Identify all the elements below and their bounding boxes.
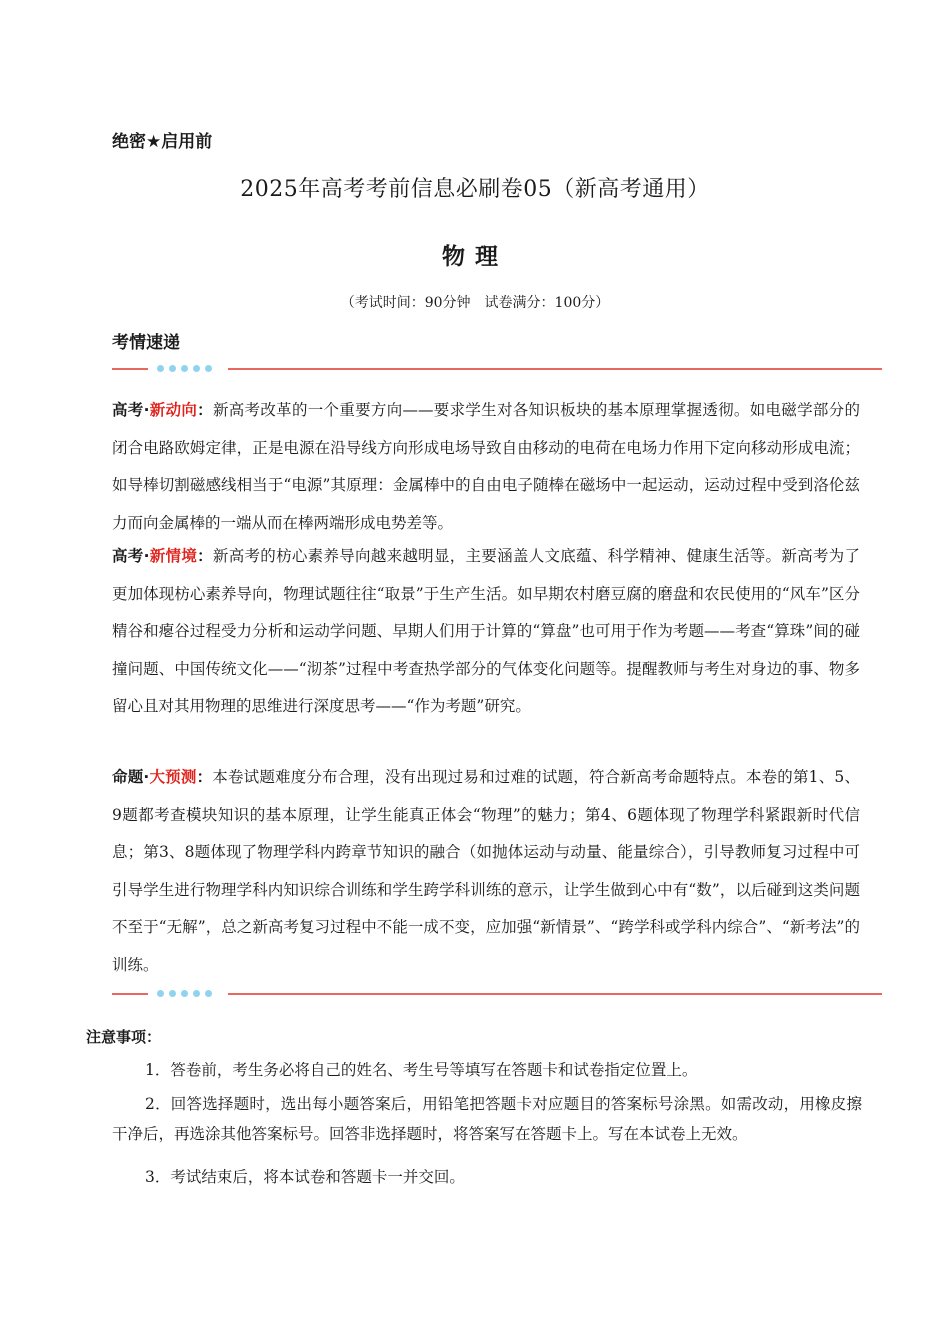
section-divider-bottom	[112, 989, 882, 999]
paragraph-new-context	[112, 538, 860, 726]
paragraph-label: 高考·新动向：	[112, 401, 213, 419]
notice-item-1: 1．答卷前，考生务必将自己的姓名、考生号等填写在答题卡和试卷指定位置上。	[145, 1061, 698, 1079]
divider-dot	[181, 990, 188, 997]
paragraph-text: 新高考的枋心素养导向越来越明显，主要涵盖人文底蕴、科学精神、健康生活等。新高考为了更加体现枋心素养导向，物理试题往往“取景”于生产生活。如早期农村磨豆腐的磨盘和农民使用的“风车”区分精谷和瘪谷过程受力分析和运动学问题、早期人们用于计算的“算盘”也可用于作为考题——考查“算珠”间的碰撞问题、中国传统文化——“沏茶”过程中考查热学部分的气体变化问题等。提醒教师与考生对身边的事、物多留心且对其用物理的思维进行深度思考——“作为考题”研究。	[112, 547, 860, 715]
paragraph-label: 命题·大预测：	[112, 768, 213, 786]
divider-dot	[205, 990, 212, 997]
divider-line-right	[228, 993, 882, 995]
notice-item-2: 2．回答选择题时，选出每小题答案后，用铅笔把答题卡对应题目的答案标号涂黑。如需改动，用橡皮擦干净后，再选涂其他答案标号。回答非选择题时，将答案写在答题卡上。写在本试卷上无效。	[112, 1095, 862, 1143]
divider-dot	[193, 990, 200, 997]
divider-line-left	[112, 993, 148, 995]
paragraph-text: 本卷试题难度分布合理，没有出现过易和过难的试题，符合新高考命题特点。本卷的第1、5、9题都考查模块知识的基本原理，让学生能真正体会“物理”的魅力；第4、6题体现了物理学科紧跟新时代信息；第3、8题体现了物理学科内跨章节知识的融合（如抛体运动与动量、能量综合），引导教师复习过程中可引导学生进行物理学科内知识综合训练和学生跨学科训练的意示，让学生做到心中有“数”，以后碰到这类问题不至于“无解”，总之新高考复习过程中不能一成不变，应加强“新情景”、“跨学科或学科内综合”、“新考法”的训练。	[112, 768, 860, 974]
divider-dot	[169, 990, 176, 997]
section-title: 考情速递	[112, 333, 180, 353]
exam-info: （考试时间：90分钟 试卷满分：100分）	[340, 295, 610, 311]
divider-line-left	[112, 368, 148, 370]
notice-item-3: 3．考试结束后，将本试卷和答题卡一并交回。	[145, 1168, 465, 1186]
subject-title: 物理	[442, 244, 508, 270]
divider-dots	[157, 989, 212, 997]
divider-dot	[181, 365, 188, 372]
divider-line-right	[228, 368, 882, 370]
divider-dot	[157, 990, 164, 997]
divider-dot	[205, 365, 212, 372]
secret-mark: 绝密★启用前	[112, 132, 213, 152]
paragraph-prediction	[112, 759, 860, 984]
paper-title: 2025年高考考前信息必刷卷05（新高考通用）	[240, 177, 710, 202]
notice-title: 注意事项：	[86, 1028, 162, 1046]
divider-dot	[193, 365, 200, 372]
paragraph-text: 新高考改革的一个重要方向——要求学生对各知识板块的基本原理掌握透彻。如电磁学部分的闭合电路欧姆定律，正是电源在沿导线方向形成电场导致自由移动的电荷在电场力作用下定向移动形成电流；如导棒切割磁感线相当于“电源”其原理：金属棒中的自由电子随棒在磁场中一起运动，运动过程中受到洛伦兹力而向金属棒的一端从而在棒两端形成电势差等。	[112, 401, 860, 532]
paragraph-new-trend	[112, 392, 860, 542]
divider-dot	[157, 365, 164, 372]
divider-dots	[157, 364, 212, 372]
section-divider-top	[112, 364, 882, 374]
divider-dot	[169, 365, 176, 372]
paragraph-label: 高考·新情境：	[112, 547, 213, 565]
